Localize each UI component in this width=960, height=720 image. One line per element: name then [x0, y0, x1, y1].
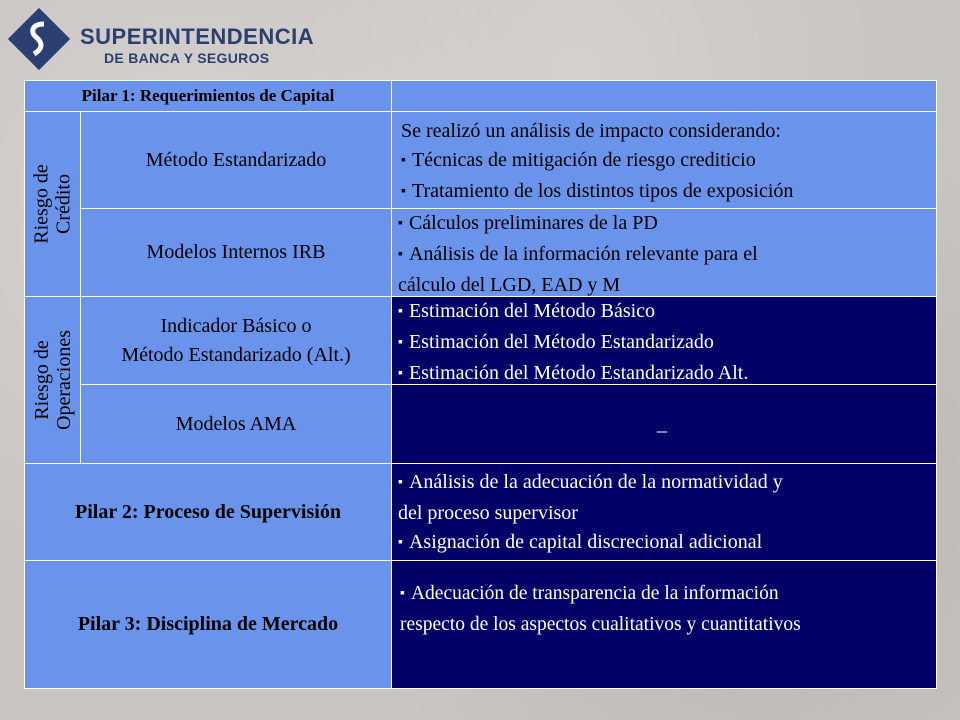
list-item: ▪ Cálculos preliminares de la PD	[398, 209, 936, 240]
list-item-cont: del proceso supervisor	[398, 502, 578, 524]
pilar2-title	[24, 463, 392, 561]
pilar3-details	[391, 560, 937, 689]
list-item-cont: respecto de los aspectos cualitativos y cuantitativos	[400, 614, 801, 635]
list-item: ▪ Técnicas de mitigación de riesgo crediticio	[401, 146, 936, 177]
list-item: ▪ Asignación de capital discrecional adicional	[398, 528, 936, 559]
ama-value: _	[657, 412, 667, 435]
pilar2-title-text: Pilar 2: Proceso de Supervisión	[75, 500, 341, 523]
operaciones-basico-details	[391, 296, 937, 385]
logo-title: SUPERINTENDENCIA	[80, 24, 315, 49]
credito-irb-method	[80, 208, 392, 297]
credito-estandarizado-method	[80, 111, 392, 209]
method-text: Método Estandarizado	[145, 148, 327, 171]
credito-irb-details	[391, 208, 937, 297]
credito-label-line1: Riesgo de	[30, 164, 53, 244]
list-item: ▪ Estimación del Método Estandarizado Alt.	[398, 359, 936, 385]
list-item: ▪ Estimación del Método Básico	[398, 297, 936, 328]
operaciones-ama-details	[391, 384, 937, 464]
pilar2-details	[391, 463, 937, 561]
list-item: ▪ Análisis de la información relevante para el	[398, 240, 936, 271]
operaciones-basico-method	[80, 296, 392, 385]
operaciones-ama-method	[80, 384, 392, 464]
method-text: Modelos Internos IRB	[146, 241, 326, 263]
pilar1-title-text: Pilar 1: Requerimientos de Capital	[81, 86, 335, 105]
pilar1-empty	[391, 80, 937, 112]
credito-estandarizado-details	[391, 111, 937, 209]
credito-label-line2: Crédito	[52, 174, 75, 234]
credito-label	[24, 111, 81, 297]
pilar1-title	[24, 80, 392, 112]
method-text: Modelos AMA	[175, 412, 297, 435]
operaciones-label-line2: Operaciones	[52, 330, 75, 430]
list-item: ▪ Adecuación de transparencia de la información	[400, 579, 936, 610]
operaciones-label-line1: Riesgo de	[30, 340, 53, 420]
pilar3-title	[24, 560, 392, 689]
method-line2: Método Estandarizado (Alt.)	[121, 343, 351, 366]
list-item: ▪ Estimación del Método Estandarizado	[398, 328, 936, 359]
list-item-cont: cálculo del LGD, EAD y M	[398, 274, 621, 296]
pilar3-title-text: Pilar 3: Disciplina de Mercado	[77, 613, 339, 635]
logo-mark-icon	[8, 8, 70, 70]
list-item: ▪ Tratamiento de los distintos tipos de exposición	[401, 177, 936, 208]
operaciones-label	[24, 296, 81, 464]
logo-subtitle: DE BANCA Y SEGUROS	[104, 50, 270, 66]
list-item: ▪ Análisis de la adecuación de la normatividad y	[398, 468, 936, 499]
logo	[8, 8, 315, 68]
method-line1: Indicador Básico o	[160, 314, 312, 337]
intro-text: Se realizó un análisis de impacto considerando:	[401, 120, 781, 142]
